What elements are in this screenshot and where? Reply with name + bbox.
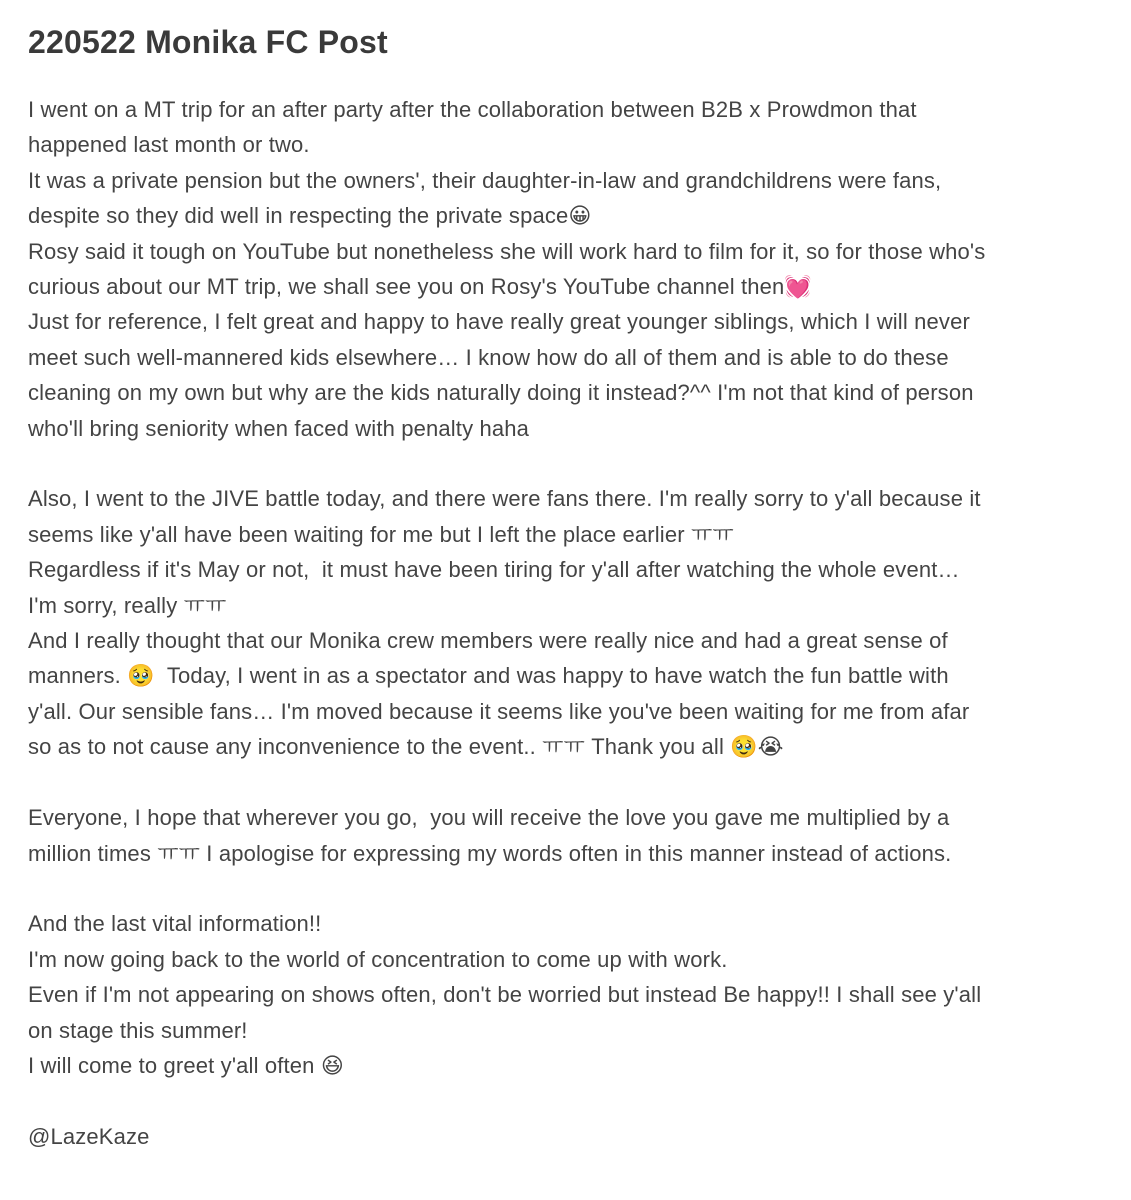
post-line: meet such well-mannered kids elsewhere… I know how do all of them and is able to do these: [28, 344, 949, 370]
post-line: Just for reference, I felt great and happy to have really great younger siblings, which I will never: [28, 309, 970, 335]
paragraph-break: [28, 765, 1103, 800]
note-document: [28, 20, 1103, 1154]
post-line: And the last vital information!!: [28, 911, 322, 937]
post-line: seems like y'all have been waiting for me but I left the place earlier ㅠㅠ: [28, 521, 734, 547]
post-line: who'll bring seniority when faced with penalty haha: [28, 415, 530, 441]
post-body: [28, 92, 1103, 1154]
post-title: 220522 Monika FC Post: [28, 24, 388, 60]
post-line: Even if I'm not appearing on shows often, don't be worried but instead Be happy!! I shall see y'all: [28, 982, 982, 1008]
paragraph-break: [28, 1083, 1103, 1118]
post-line: It was a private pension but the owners', their daughter-in-law and grandchildrens were fans,: [28, 167, 942, 193]
post-line: Everyone, I hope that wherever you go, you will receive the love you gave me multiplied by a: [28, 805, 950, 831]
post-line: y'all. Our sensible fans… I'm moved because it seems like you've been waiting for me from afar: [28, 698, 970, 724]
post-line: despite so they did well in respecting the private space😀: [28, 203, 592, 229]
post-line: happened last month or two.: [28, 132, 310, 158]
post-line: I'm now going back to the world of concentration to come up with work.: [28, 946, 728, 972]
signature-handle: @LazeKaze: [28, 1123, 150, 1149]
post-line: manners. 🥹 Today, I went in as a spectator and was happy to have watch the fun battle with: [28, 663, 949, 689]
post-line: million times ㅠㅠ I apologise for expressing my words often in this manner instead of actions.: [28, 840, 952, 866]
post-line: I'm sorry, really ㅠㅠ: [28, 592, 227, 618]
post-line: curious about our MT trip, we shall see you on Rosy's YouTube channel then💓: [28, 274, 812, 300]
post-line: Regardless if it's May or not, it must have been tiring for y'all after watching the whole event…: [28, 557, 960, 583]
paragraph-break: [28, 446, 1103, 481]
post-line: on stage this summer!: [28, 1017, 248, 1043]
paragraph-break: [28, 871, 1103, 906]
post-line: Also, I went to the JIVE battle today, and there were fans there. I'm really sorry to y'all because it: [28, 486, 981, 512]
post-line: I will come to greet y'all often 😆: [28, 1052, 344, 1078]
post-line: And I really thought that our Monika crew members were really nice and had a great sense of: [28, 628, 948, 654]
post-line: so as to not cause any inconvenience to the event.. ㅠㅠ Thank you all 🥹😭: [28, 734, 784, 760]
post-line: I went on a MT trip for an after party after the collaboration between B2B x Prowdmon that: [28, 97, 917, 122]
post-line: Rosy said it tough on YouTube but nonetheless she will work hard to film for it, so for those who's: [28, 238, 986, 264]
post-line: cleaning on my own but why are the kids naturally doing it instead?^^ I'm not that kind of person: [28, 380, 974, 406]
